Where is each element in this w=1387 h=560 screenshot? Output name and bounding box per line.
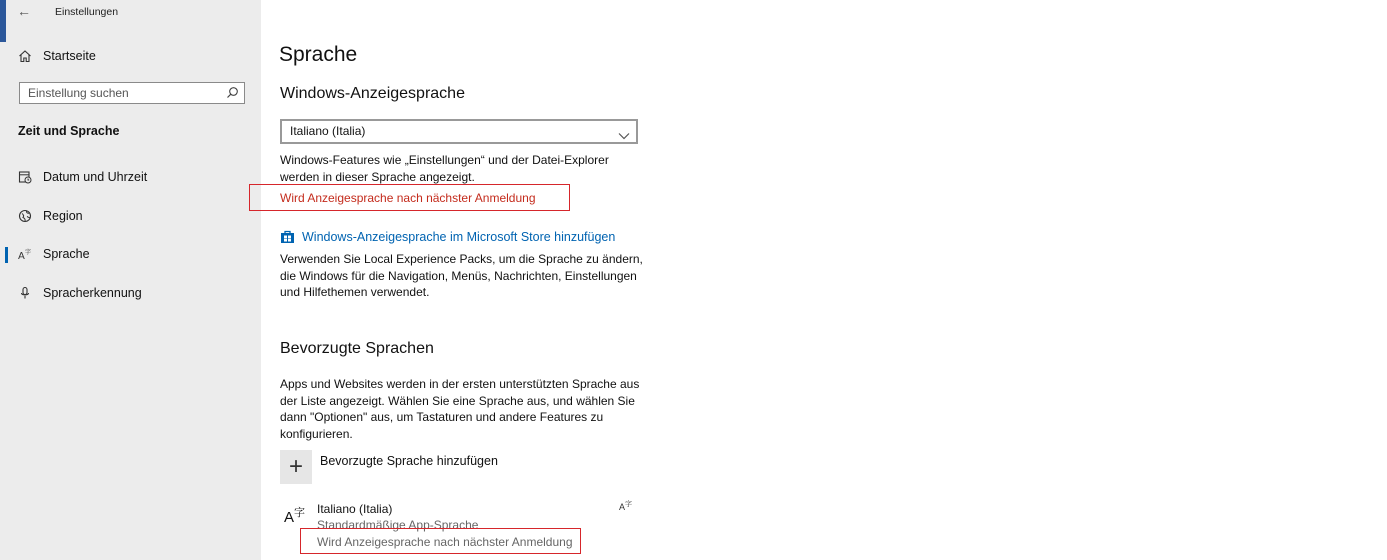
display-language-dropdown[interactable] — [280, 119, 638, 144]
add-language-button[interactable] — [280, 450, 312, 484]
sidebar-item-sprache[interactable] — [16, 247, 90, 261]
sidebar-item-datum-und-uhrzeit[interactable] — [16, 170, 147, 184]
main-content — [261, 0, 1387, 560]
plus-icon: + — [288, 453, 303, 480]
sidebar-item-home[interactable] — [16, 49, 96, 63]
store-link-label: Windows-Anzeigesprache im Microsoft Store hinzufügen — [302, 229, 616, 244]
home-icon — [16, 49, 34, 63]
store-bag-icon — [280, 229, 295, 244]
store-link[interactable] — [280, 229, 615, 244]
sidebar-item-label: Startseite — [43, 49, 96, 63]
chevron-down-icon — [618, 126, 630, 147]
window-accent-strip — [0, 0, 6, 42]
dropdown-selected-value: Italiano (Italia) — [290, 124, 366, 138]
pending-display-language-note: Wird Anzeigesprache nach nächster Anmeldung — [280, 191, 536, 205]
sidebar-item-label: Region — [43, 209, 83, 223]
add-language-label[interactable]: Bevorzugte Sprache hinzufügen — [320, 454, 498, 468]
selected-indicator — [5, 247, 8, 263]
search-icon[interactable] — [226, 86, 239, 104]
preferred-languages-heading: Bevorzugte Sprachen — [280, 340, 434, 357]
sidebar-item-label: Datum und Uhrzeit — [43, 170, 148, 184]
sidebar-item-label: Spracherkennung — [43, 286, 142, 300]
page-title: Sprache — [279, 43, 358, 66]
language-name: Italiano (Italia) — [317, 502, 393, 516]
preferred-languages-description: Apps und Websites werden in der ersten unterstützten Sprache aus der Liste angezeigt. Wählen Sie eine Sprache aus, und wählen Sie dann "Optionen" aus, um Tastaturen und andere Features zu konfigurieren. — [280, 377, 640, 441]
language-pending-note: Wird Anzeigesprache nach nächster Anmeldung — [317, 535, 573, 549]
sidebar — [0, 0, 261, 560]
language-icon — [16, 247, 34, 261]
display-language-heading: Windows-Anzeigesprache — [280, 85, 465, 102]
svg-text:字: 字 — [25, 249, 32, 256]
display-language-description: Windows-Features wie „Einstellungen“ und der Datei-Explorer werden in dieser Sprache angezeigt. — [280, 153, 609, 184]
language-subtitle: Standardmäßige App-Sprache — [317, 518, 479, 532]
lxp-description: Verwenden Sie Local Experience Packs, um die Sprache zu ändern, die Windows für die Navigation, Menüs, Nachrichten, Einstellungen und Hilfethemen verwendet. — [280, 252, 643, 299]
calendar-clock-icon — [16, 170, 34, 184]
language-icon: $A^字$ — [284, 507, 306, 526]
svg-text:A: A — [18, 251, 25, 261]
search-input[interactable] — [20, 83, 228, 103]
globe-icon — [16, 209, 34, 223]
sidebar-section-title: Zeit und Sprache — [18, 124, 120, 138]
sidebar-item-region[interactable] — [16, 209, 83, 223]
microphone-icon — [16, 286, 34, 300]
back-arrow-icon[interactable]: ← — [17, 3, 31, 19]
sidebar-item-spracherkennung[interactable] — [16, 286, 142, 300]
display-language-badge-icon: $A^字$ — [619, 501, 633, 512]
app-title: Einstellungen — [55, 6, 119, 18]
search-box[interactable] — [19, 82, 245, 104]
sidebar-item-label: Sprache — [43, 247, 90, 261]
